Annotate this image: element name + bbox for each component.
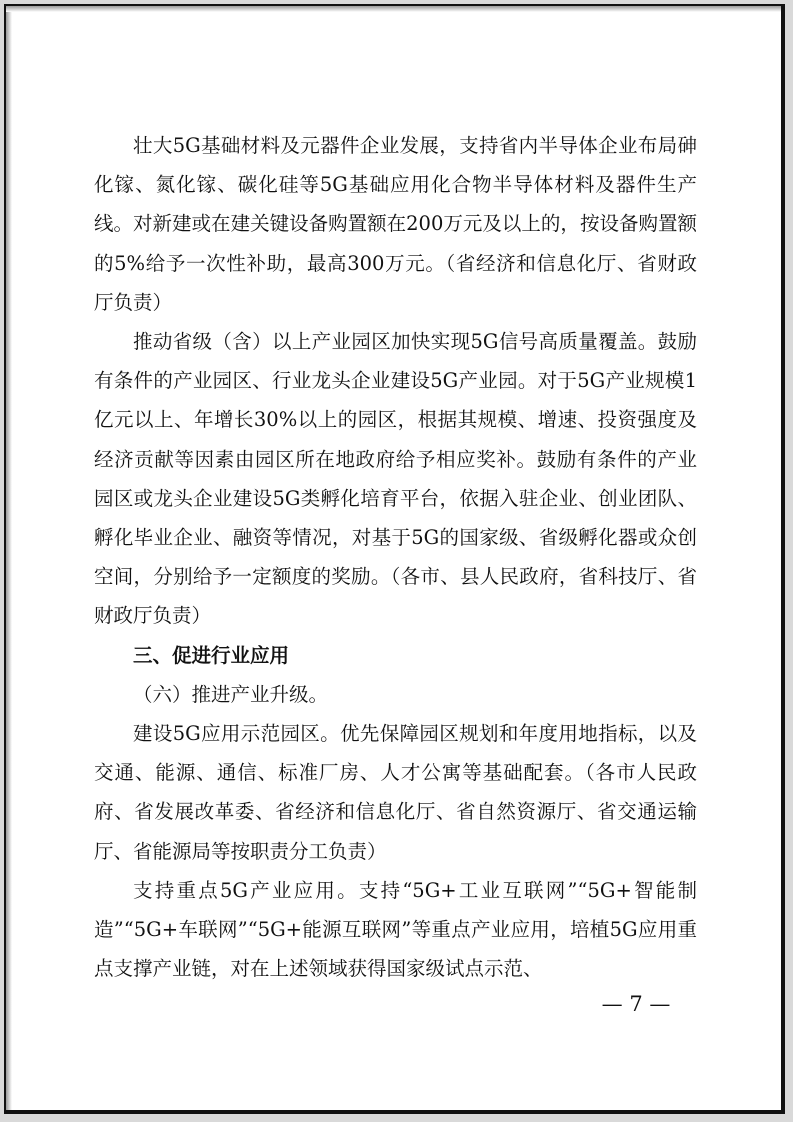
document-body — [94, 126, 697, 988]
subsection-heading: （六）推进产业升级。 — [133, 682, 329, 706]
paragraph-key-applications: 支持重点5G产业应用。支持“5G+工业互联网”“5G+智能制造”“5G+车联网”“5G+能源互联网”等重点产业应用，培植5G应用重点支撑产业链，对在上述领域获得国家级试点示范、 — [94, 878, 697, 981]
document-page — [4, 4, 785, 1114]
section-heading: 三、促进行业应用 — [133, 643, 290, 667]
scan-shadow-left — [6, 6, 12, 1110]
paragraph-demo-park: 建设5G应用示范园区。优先保障园区规划和年度用地指标，以及交通、能源、通信、标准厂房、人才公寓等基础配套。（各市人民政府、省发展改革委、省经济和信息化厅、省自然资源厅、省交通运输厅、省能源局等按职责分工负责） — [94, 722, 697, 863]
scan-shadow-top — [6, 6, 781, 12]
paragraph-materials-support: 壮大5G基础材料及元器件企业发展，支持省内半导体企业布局砷化镓、氮化镓、碳化硅等5G基础应用化合物半导体材料及器件生产线。对新建或在建关键设备购置额在200万元及以上的，按设备购置额的5%给予一次性补助，最高300万元。（省经济和信息化厅、省财政厅负责） — [94, 134, 697, 314]
paragraph-industrial-park: 推动省级（含）以上产业园区加快实现5G信号高质量覆盖。鼓励有条件的产业园区、行业龙头企业建设5G产业园。对于5G产业规模1亿元以上、年增长30%以上的园区，根据其规模、增速、投资强度及经济贡献等因素由园区所在地政府给予相应奖补。鼓励有条件的产业园区或龙头企业建设5G类孵化培育平台，依据入驻企业、创业团队、孵化毕业企业、融资等情况，对基于5G的国家级、省级孵化器或众创空间，分别给予一定额度的奖励。（各市、县人民政府，省科技厅、省财政厅负责） — [94, 330, 697, 628]
page-number: — 7 — — [601, 992, 671, 1016]
